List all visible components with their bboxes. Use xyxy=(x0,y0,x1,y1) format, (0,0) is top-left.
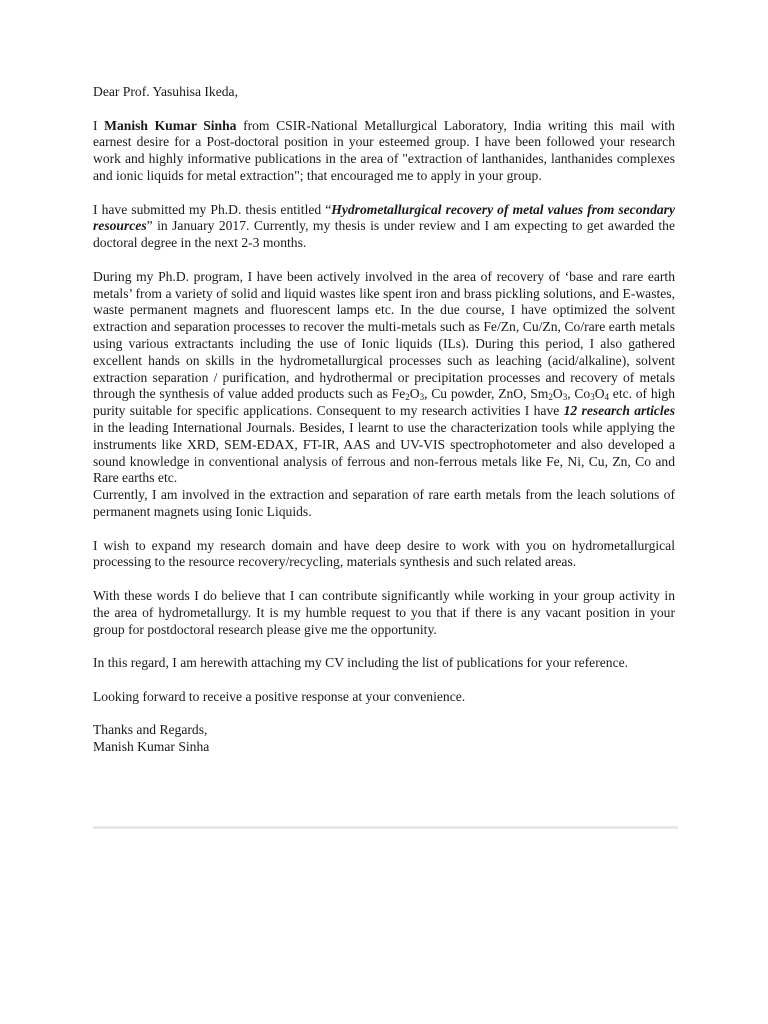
applicant-name: Manish Kumar Sinha xyxy=(104,117,237,133)
paragraph-research-experience xyxy=(93,269,675,487)
paragraph-introduction xyxy=(93,118,675,185)
oxygen-symbol: O xyxy=(409,386,420,402)
paragraph-research-goals: I wish to expand my research domain and have deep desire to work with you on hydrometallurgical processing to the resource recovery/recycling, materials synthesis and such related areas. xyxy=(93,537,675,570)
thesis-lead: I have submitted my Ph.D. thesis entitled “ xyxy=(93,201,332,217)
oxygen-symbol: O xyxy=(594,386,605,402)
paragraph-current-work: Currently, I am involved in the extraction and separation of rare earth metals from the leach solutions of permanent magnets using Ionic Liquids. xyxy=(93,487,675,519)
research-text-4: etc. of high purity suitable for specific applications. Consequent to my research activities I have xyxy=(93,386,675,419)
research-text-2: , Cu powder, ZnO, Sm xyxy=(424,386,549,402)
research-text-5: in the leading International Journals. Besides, I learnt to use the characterization tools while applying the instruments like XRD, SEM-EDAX, FT-IR, AAS and UV-VIS spectrophotometer and also developed a sound knowledge in conventional analysis of ferrous and non-ferrous metals like Fe, Ni, Cu, Zn, Co and Rare earths etc. xyxy=(93,419,675,486)
divider xyxy=(93,826,678,829)
thesis-text: ” in January 2017. Currently, my thesis is under review and I am expecting to get awarded the doctoral degree in the next 2-3 months. xyxy=(93,218,675,251)
research-text-1: During my Ph.D. program, I have been actively involved in the area of recovery of ‘base and rare earth metals’ from a variety of solid and liquid wastes like spent iron and brass pickling solutions, and E-wastes, waste permanent magnets and fluorescent lamps etc. In the due course, I have optimized the solvent extraction and separation processes to recover the multi-metals such as Fe/Zn, Cu/Zn, Co/rare earth metals using various extractants including the use of Ionic liquids (ILs). During this period, I also gathered excellent hands on skills in the hydrometallurgical processes such as leaching (acid/alkaline), solvent extraction separation / purification, and hydrothermal or precipitation processes and recovery of metals through the synthesis of value added products such as Fe xyxy=(93,268,675,402)
subscript: 3 xyxy=(590,392,595,403)
paragraph-thesis xyxy=(93,202,675,252)
thesis-title: Hydrometallurgical recovery of metal values from secondary resources xyxy=(93,201,675,234)
articles-count: 12 research articles xyxy=(563,403,675,419)
paragraph-looking-forward: Looking forward to receive a positive response at your convenience. xyxy=(93,688,466,704)
paragraph-attachment: In this regard, I am herewith attaching my CV including the list of publications for your reference. xyxy=(93,655,629,671)
salutation: Dear Prof. Yasuhisa Ikeda, xyxy=(93,84,238,99)
letter-body xyxy=(93,84,675,756)
subscript: 3 xyxy=(562,392,568,403)
subscript: 2 xyxy=(548,392,553,403)
oxygen-symbol: O xyxy=(552,386,563,402)
subscript: 3 xyxy=(419,392,425,403)
subscript: 4 xyxy=(604,392,610,403)
subscript: 2 xyxy=(405,392,410,403)
paragraph-request: With these words I do believe that I can contribute significantly while working in your group activity in the area of hydrometallurgy. It is my humble request to you that if there is any vacant position in your group for postdoctoral research please give me the opportunity. xyxy=(93,587,675,637)
intro-text: from CSIR-National Metallurgical Laboratory, India writing this mail with earnest desire for a Post-doctoral position in your esteemed group. I have been followed your research work and highly informative publications in the area of "extraction of lanthanides, lanthanides complexes and ionic liquids for metal extraction"; that encouraged me to apply in your group. xyxy=(93,117,675,183)
closing: Thanks and Regards, xyxy=(93,722,208,738)
research-text-3: , Co xyxy=(567,386,591,402)
signature-name: Manish Kumar Sinha xyxy=(93,739,210,755)
intro-lead: I xyxy=(93,117,105,133)
